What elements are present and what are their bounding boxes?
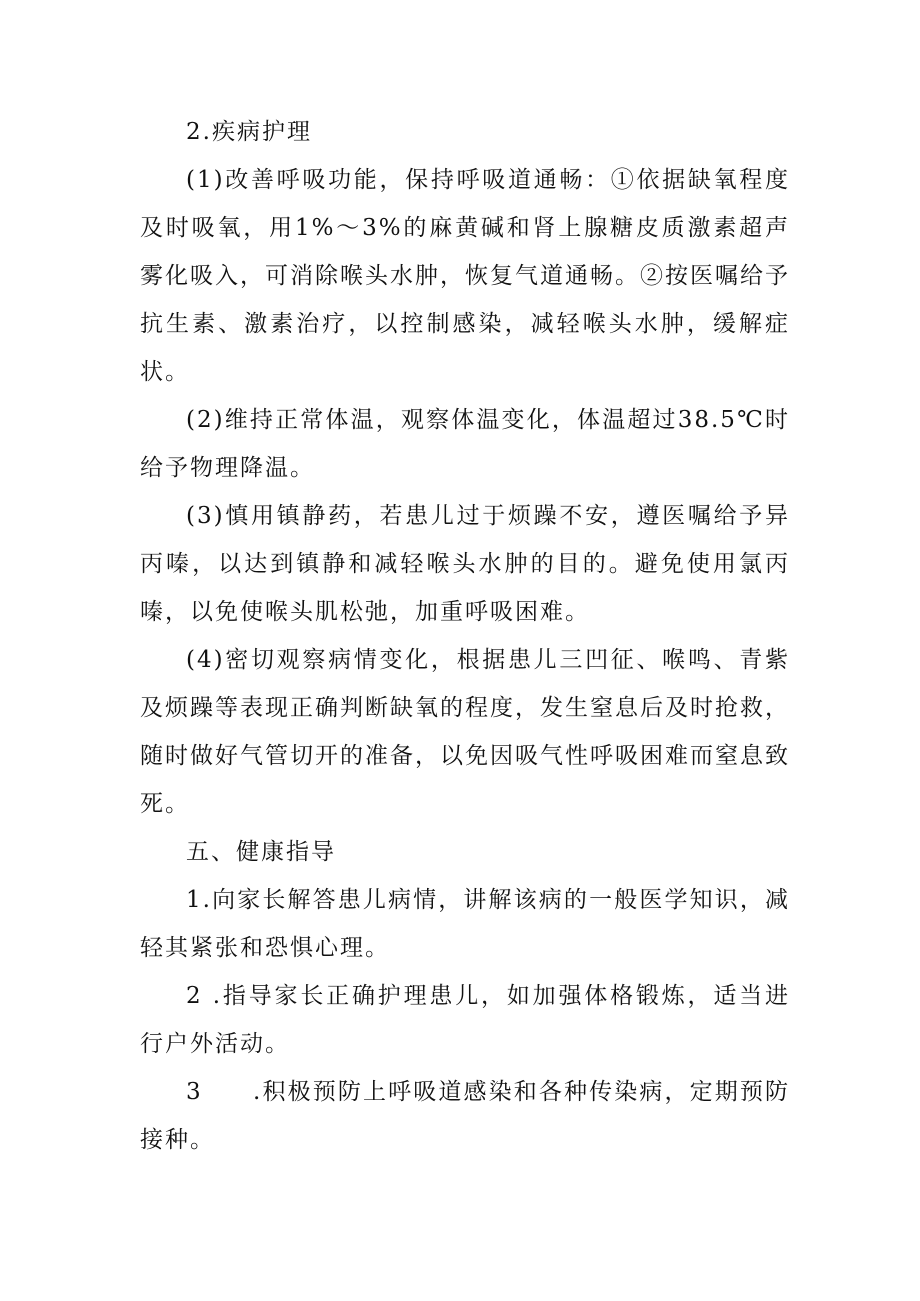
paragraph-guidance-3: 3 .积极预防上呼吸道感染和各种传染病，定期预防接种。 <box>140 1079 790 1153</box>
section-heading-disease-nursing: 2.疾病护理 <box>186 119 312 145</box>
paragraph-guidance-1: 1.向家长解答患儿病情，讲解该病的一般医学知识，减轻其紧张和恐惧心理。 <box>140 887 790 961</box>
paragraph-observation: (4)密切观察病情变化，根据患儿三凹征、喉鸣、青紫及烦躁等表现正确判断缺氧的程度，发生窒息后及时抢救，随时做好气管切开的准备，以免因吸气性呼吸困难而窒息致死。 <box>140 647 790 817</box>
paragraph-guidance-2: 2 .指导家长正确护理患儿，如加强体格锻炼，适当进行户外活动。 <box>140 983 790 1057</box>
document-body <box>140 108 790 1164</box>
paragraph-body-temperature: (2)维持正常体温，观察体温变化，体温超过38.5℃时给予物理降温。 <box>140 407 790 481</box>
paragraph-sedatives: (3)慎用镇静药，若患儿过于烦躁不安，遵医嘱给予异丙嗪，以达到镇静和减轻喉头水肿的目的。避免使用氯丙嗪，以免使喉头肌松弛，加重呼吸困难。 <box>140 503 790 625</box>
section-heading-health-guidance: 五、健康指导 <box>186 839 336 865</box>
paragraph-breathing-function: (1)改善呼吸功能，保持呼吸道通畅：①依据缺氧程度及时吸氧，用1%～3%的麻黄碱和肾上腺糖皮质激素超声雾化吸入，可消除喉头水肿，恢复气道通畅。②按医嘱给予抗生素、激素治疗，以控制感染，减轻喉头水肿，缓解症状。 <box>140 167 790 385</box>
